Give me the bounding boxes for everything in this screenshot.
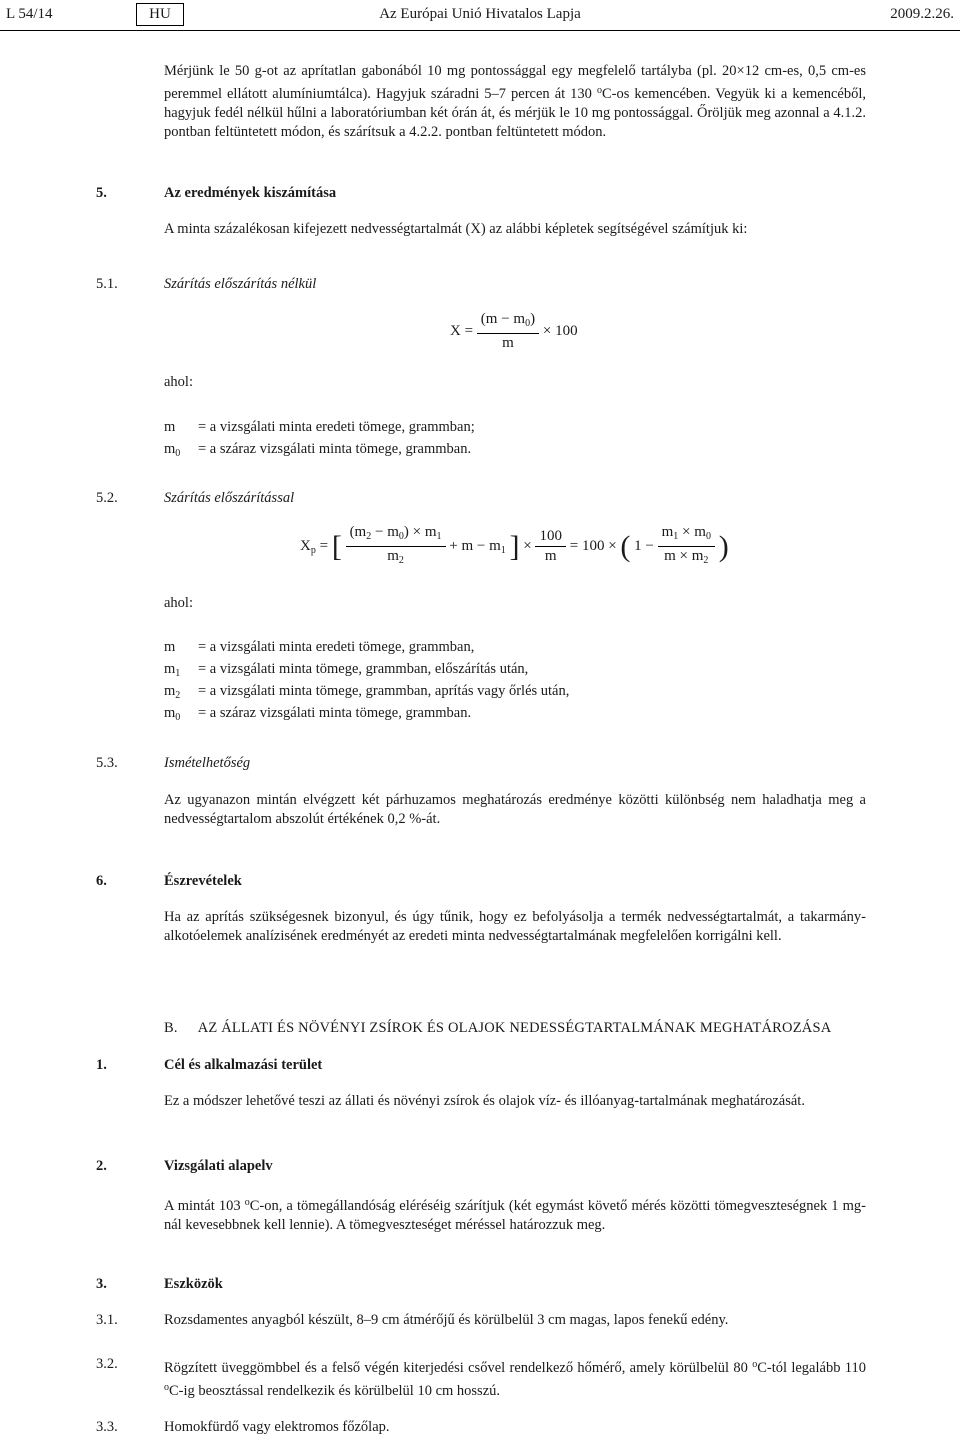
intro-paragraph: Mérjünk le 50 g-ot az aprítatlan gabonából 10 mg pontossággal egy megfelelő tartályba (pl. 20×12 cm-es, 0,5 cm-es peremmel ellátott alumíniumtálca). Hagyjuk száradni 5–7 percen át 130 $^o$C-os kemencében. Vegyük ki a kemencéből, hagyjuk fedél nélkül hűlni a laboratóriumban két órán át, és mérjük le 10 mg pontossággal. Őröljük meg azonnal a 4.1.2. pontban feltüntetett módon, és szárítsuk a 4.2.2. pontban feltüntetett módon.	[164, 63, 867, 140]
section-5-number: 5.	[96, 185, 107, 201]
part-b-section-2-title: Vizsgálati alapelv	[164, 1158, 273, 1174]
publication-date: 2009.2.26.	[890, 6, 954, 22]
section-5-2-ahol: ahol:	[164, 595, 193, 611]
journal-title: Az Európai Unió Hivatalos Lapja	[379, 6, 581, 22]
header-rule	[0, 30, 960, 31]
definition-row: $m_0 = a$ száraz vizsgálati minta tömege, grammban.	[164, 705, 472, 723]
part-b-section-3-title: Eszközök	[164, 1276, 223, 1292]
section-5-3-text: Az ugyanazon mintán elvégzett két párhuzamos meghatározás eredménye közötti különbség nem haladhatja meg a nedvességtartalom abszolút értékének 0,2 %-át.	[164, 792, 866, 827]
page-reference: L 54/14	[6, 6, 53, 22]
part-b-section-2-text: A mintát 103 $^o$C-on, a tömegállandóság eléréséig szárítjuk (két egymást követő mérés közötti tömegveszteségnek 1 mg-nál kevesebbnek kell lennie). A tömegveszteséget méréssel határozzuk meg.	[164, 1197, 866, 1233]
formula-xp: $X_p$ = [ $\frac{(m_2 - m_0) \times m_1}{m_2}$ + $m - m_1$ ] × $\frac{100}{m}$ = 100 × ( 1 − $\frac{m_1 \times m_0}{m \times m_2}$ )	[300, 523, 729, 570]
part-b-section-1-text: Ez a módszer lehetővé teszi az állati és növényi zsírok és olajok víz- és illóanyag-tartalmának meghatározását.	[164, 1093, 805, 1109]
part-b-section-3-1-number: 3.1.	[96, 1312, 118, 1328]
part-b-section-3-1-text: Rozsdamentes anyagból készült, 8–9 cm átmérőjű és körülbelül 3 cm magas, lapos fenekű edény.	[164, 1312, 729, 1328]
section-5-2-title: Szárítás előszárítással	[164, 490, 295, 506]
section-5-2-definitions	[164, 638, 569, 726]
definition-row: $m_0 = a$ száraz vizsgálati minta tömege, grammban.	[164, 441, 472, 459]
section-5-1-title: Szárítás előszárítás nélkül	[164, 276, 317, 292]
section-6-text: Ha az aprítás szükségesnek bizonyul, és úgy tűnik, hogy ez befolyásolja a termék nedvességtartalmát, a takarmány-alkotóelemek analízisének eredményét az eredeti minta nedvességtartalmának megfelelően korrigálni kell.	[164, 909, 866, 944]
formula-x: X = $\frac{(m - m_0)}{m}$ × 100	[450, 311, 578, 351]
page-header	[0, 0, 960, 28]
section-5-2-number: 5.2.	[96, 490, 118, 506]
section-5-1-number: 5.1.	[96, 276, 118, 292]
section-5-3-title: Ismételhetőség	[164, 755, 251, 771]
part-b-section-2-number: 2.	[96, 1158, 107, 1174]
part-b-section-3-2-number: 3.2.	[96, 1356, 118, 1372]
definition-row: $m_1 = a$ vizsgálati minta tömege, grammban, előszárítás után,	[164, 661, 529, 679]
definition-row: $m_2 = a$ vizsgálati minta tömege, grammban, aprítás vagy őrlés után,	[164, 683, 570, 701]
part-b-section-3-2-text: Rögzített üveggömbbel és a felső végén kiterjedési csővel rendelkező hőmérő, amely körülbelül 80 $^o$C-tól legalább 110 $^o$C-ig beosztással rendelkezik és körülbelül 10 cm hosszú.	[164, 1359, 866, 1399]
part-b-section-3-3-text: Homokfürdő vagy elektromos főzőlap.	[164, 1419, 390, 1435]
part-b-heading: B. AZ ÁLLATI ÉS NÖVÉNYI ZSÍROK ÉS OLAJOK NEDESSÉGTARTALMÁNAK MEGHATÁROZÁSA	[164, 1020, 832, 1036]
part-b-section-1-number: 1.	[96, 1057, 107, 1073]
section-5-text: A minta százalékosan kifejezett nedvességtartalmát (X) az alábbi képletek segítségével számítjuk ki:	[164, 221, 748, 237]
section-5-1-ahol: ahol:	[164, 374, 193, 390]
definition-row: m = a vizsgálati minta eredeti tömege, grammban,	[164, 639, 475, 655]
section-5-3-number: 5.3.	[96, 755, 118, 771]
language-code-box: HU	[136, 3, 184, 26]
section-5-title: Az eredmények kiszámítása	[164, 185, 337, 201]
definition-row: m = a vizsgálati minta eredeti tömege, grammban;	[164, 419, 475, 435]
part-b-section-3-3-number: 3.3.	[96, 1419, 118, 1435]
section-5-1-definitions	[164, 418, 475, 462]
section-6-title: Észrevételek	[164, 873, 242, 889]
section-6-number: 6.	[96, 873, 107, 889]
part-b-section-1-title: Cél és alkalmazási terület	[164, 1057, 323, 1073]
part-b-section-3-number: 3.	[96, 1276, 107, 1292]
